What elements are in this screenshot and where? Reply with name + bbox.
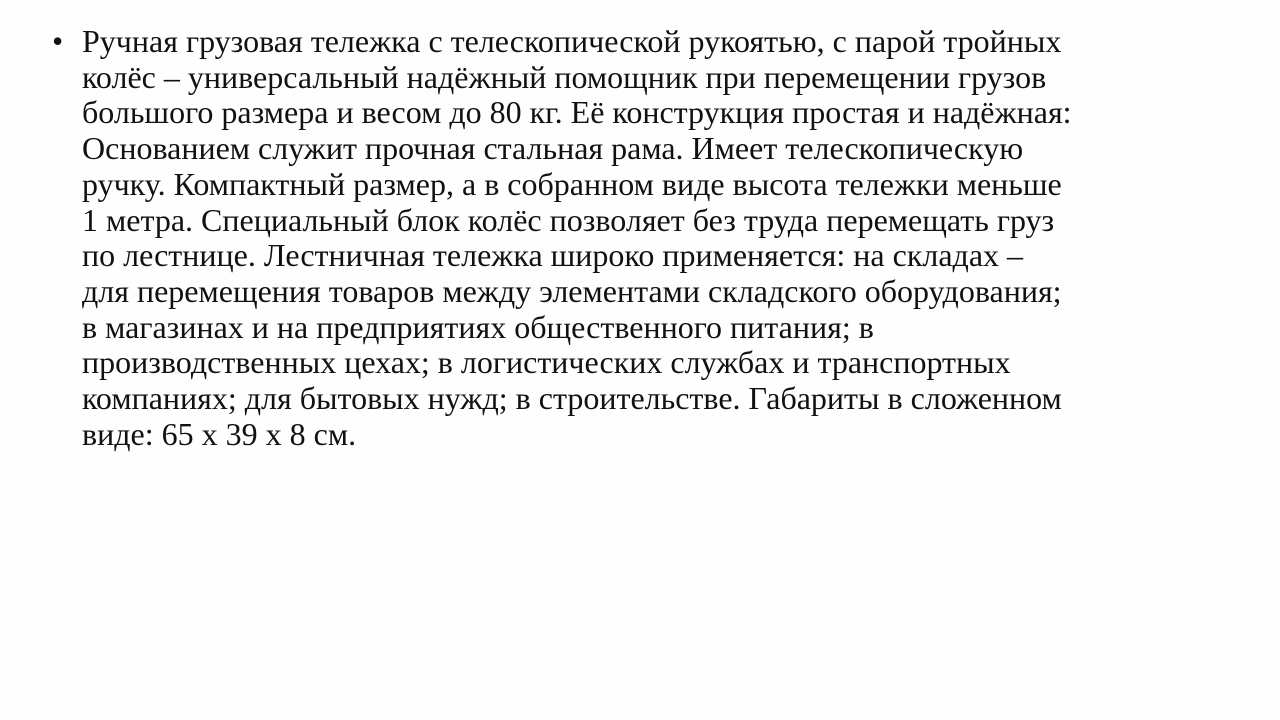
bullet-marker: •: [52, 23, 64, 59]
paragraph-line-8: для перемещения товаров между элементами складского оборудования;: [82, 272, 1062, 309]
paragraph-line-1: Ручная грузовая тележка с телескопической рукоятью, с парой тройных: [82, 23, 1062, 59]
paragraph-line-12: виде: 65 х 39 х 8 см.: [82, 415, 357, 452]
paragraph-line-9: в магазинах и на предприятиях общественного питания; в: [82, 308, 874, 345]
bullet-paragraph: [82, 24, 1242, 452]
bullet-list: [52, 24, 1242, 452]
paragraph-line-7: по лестнице. Лестничная тележка широко применяется: на складах –: [82, 237, 1024, 274]
paragraph-line-11: компаниях; для бытовых нужд; в строительстве. Габариты в сложенном: [82, 380, 1062, 417]
bullet-item: [52, 24, 1242, 452]
paragraph-line-2: колёс – универсальный надёжный помощник при перемещении грузов: [82, 58, 1047, 95]
paragraph-line-6: 1 метра. Специальный блок колёс позволяет без труда перемещать груз: [82, 201, 1055, 238]
paragraph-line-4: Основанием служит прочная стальная рама. Имеет телескопическую: [82, 130, 1024, 167]
paragraph-line-10: производственных цехах; в логистических службах и транспортных: [82, 344, 1011, 381]
paragraph-line-3: большого размера и весом до 80 кг. Её конструкция простая и надёжная:: [82, 94, 1072, 131]
paragraph-line-5: ручку. Компактный размер, а в собранном виде высота тележки меньше: [82, 165, 1062, 202]
